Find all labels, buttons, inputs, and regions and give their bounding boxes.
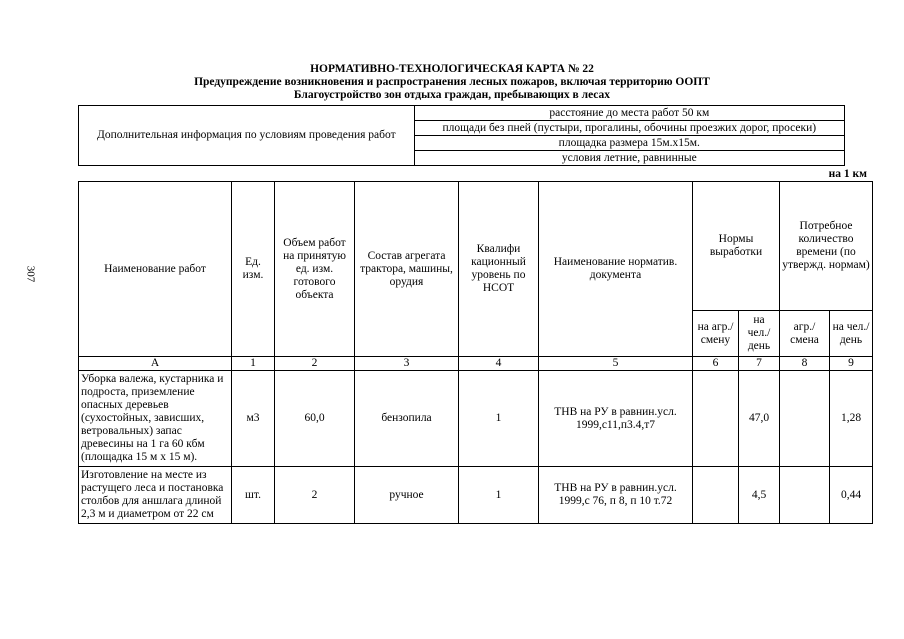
index-cell: А — [79, 357, 232, 371]
info-table — [78, 105, 845, 166]
index-cell: 3 — [355, 357, 459, 371]
col-header-name: Наименование работ — [79, 182, 232, 357]
index-cell: 9 — [830, 357, 873, 371]
col-header-time-agr: агр./ смена — [780, 311, 830, 357]
row-qualification: 1 — [459, 371, 539, 467]
index-cell: 5 — [539, 357, 693, 371]
row-volume: 2 — [275, 467, 355, 524]
row-aggregate: бензопила — [355, 371, 459, 467]
info-item-area: площади без пней (пустыри, прогалины, обочины проезжих дорог, просеки) — [414, 121, 844, 136]
row-volume: 60,0 — [275, 371, 355, 467]
norms-table — [78, 181, 873, 524]
index-cell: 2 — [275, 357, 355, 371]
row-time-chel: 1,28 — [830, 371, 873, 467]
col-header-unit: Ед. изм. — [232, 182, 275, 357]
col-header-time-chel: на чел./ день — [830, 311, 873, 357]
index-cell: 4 — [459, 357, 539, 371]
row-time-agr — [780, 467, 830, 524]
row-document: ТНВ на РУ в равнин.усл. 1999,с11,п3.4,т7 — [539, 371, 693, 467]
table-row — [79, 467, 873, 524]
document-title: НОРМАТИВНО-ТЕХНОЛОГИЧЕСКАЯ КАРТА № 22 — [310, 63, 594, 75]
row-work-name: Изготовление на месте из растущего леса и постановка столбов для аншлага длиной 2,3 м и диаметром от 22 см — [79, 467, 232, 524]
row-norm-agr — [693, 467, 739, 524]
info-label: Дополнительная информация по условиям проведения работ — [79, 106, 415, 166]
col-header-norms-chel: на чел./ день — [739, 311, 780, 357]
col-header-norms-agr: на агр./ смену — [693, 311, 739, 357]
table-row — [79, 371, 873, 467]
row-time-agr — [780, 371, 830, 467]
index-cell: 1 — [232, 357, 275, 371]
index-cell: 7 — [739, 357, 780, 371]
row-unit: м3 — [232, 371, 275, 467]
col-header-aggregate: Состав агрегата трактора, машины, орудия — [355, 182, 459, 357]
row-work-name: Уборка валежа, кустарника и подроста, приземление опасных деревьев (сухостойных, зависших, ветровальных) запас древесины на 1 га 60 кбм (площадка 15 м х 15 м). — [79, 371, 232, 467]
row-document: ТНВ на РУ в равнин.усл. 1999,с 76, п 8, п 10 т.72 — [539, 467, 693, 524]
unit-note: на 1 км — [828, 168, 867, 180]
document-header — [0, 63, 904, 102]
row-norm-chel: 4,5 — [739, 467, 780, 524]
row-aggregate: ручное — [355, 467, 459, 524]
row-time-chel: 0,44 — [830, 467, 873, 524]
index-cell: 8 — [780, 357, 830, 371]
row-qualification: 1 — [459, 467, 539, 524]
col-header-qualification: Квалифи кационный уровень по НСОТ — [459, 182, 539, 357]
row-unit: шт. — [232, 467, 275, 524]
document-subtitle: Предупреждение возникновения и распространения лесных пожаров, включая территорию ООПТ — [194, 76, 710, 88]
col-header-document: Наименование норматив. документа — [539, 182, 693, 357]
document-section: Благоустройство зон отдыха граждан, пребывающих в лесах — [293, 89, 611, 101]
col-header-norms: Нормы выработки — [693, 182, 780, 311]
page-number: 307 — [24, 265, 37, 283]
row-norm-agr — [693, 371, 739, 467]
info-item-distance: расстояние до места работ 50 км — [414, 106, 844, 121]
row-norm-chel: 47,0 — [739, 371, 780, 467]
col-header-volume: Объем работ на принятую ед. изм. готового объекта — [275, 182, 355, 357]
index-row — [79, 357, 873, 371]
col-header-time: Потребное количество времени (по утвержд. нормам) — [780, 182, 873, 311]
index-cell: 6 — [693, 357, 739, 371]
info-item-conditions: условия летние, равнинные — [414, 151, 844, 166]
info-item-plot-size: площадка размера 15м.х15м. — [414, 136, 844, 151]
